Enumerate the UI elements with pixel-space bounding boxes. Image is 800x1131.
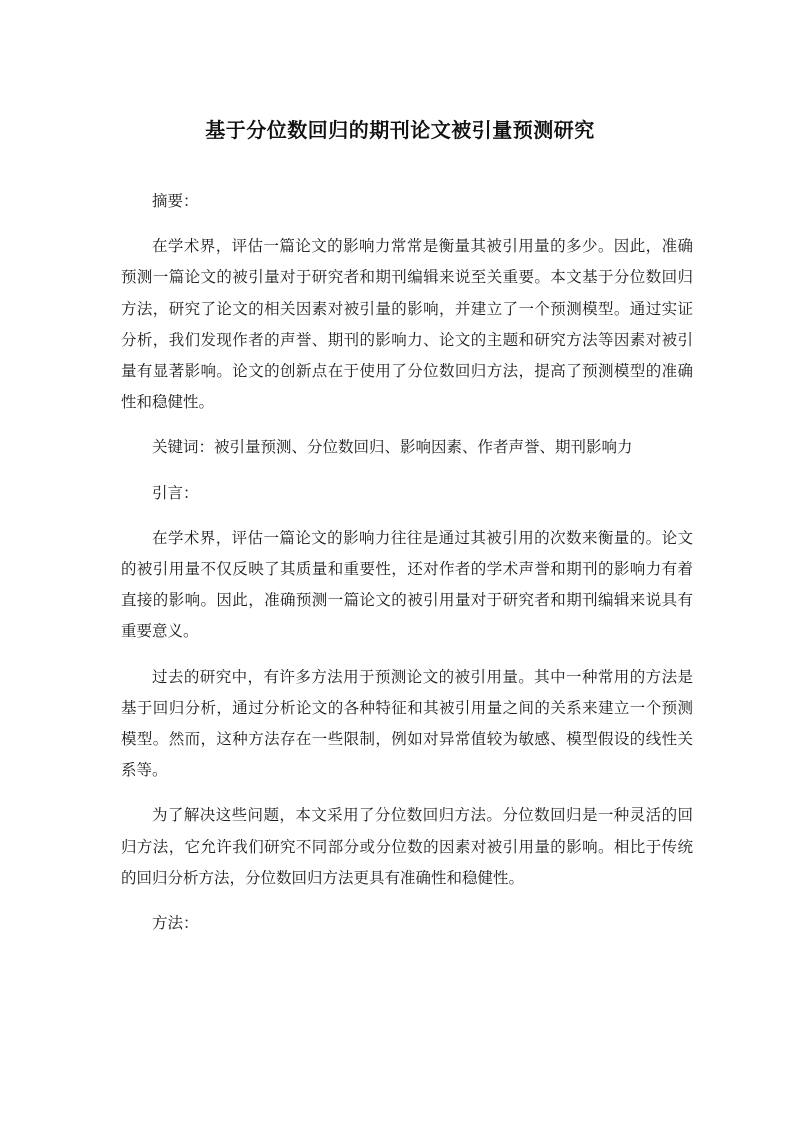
abstract-paragraph: 在学术界，评估一篇论文的影响力常常是衡量其被引用量的多少。因此，准确预测一篇论文的被引量对于研究者和期刊编辑来说至关重要。本文基于分位数回归方法，研究了论文的相关因素对被引量的影响，并建立了一个预测模型。通过实证分析，我们发现作者的声誉、期刊的影响力、论文的主题和研究方法等因素对被引量有显著影响。论文的创新点在于使用了分位数回归方法，提高了预测模型的准确性和稳健性。	[121, 237, 693, 412]
paper-body	[121, 186, 693, 953]
introduction-paragraph-2: 过去的研究中，有许多方法用于预测论文的被引用量。其中一种常用的方法是基于回归分析，通过分析论文的各种特征和其被引用量之间的关系来建立一个预测模型。然而，这种方法存在一些限制，例如对异常值较为敏感、模型假设的线性关系等。	[121, 667, 693, 780]
abstract-heading: 摘要：	[152, 192, 199, 210]
introduction-heading: 引言：	[152, 483, 199, 502]
introduction-paragraph-3: 为了解决这些问题，本文采用了分位数回归方法。分位数回归是一种灵活的回归方法，它允许我们研究不同部分或分位数的因素对被引用量的影响。相比于传统的回归分析方法，分位数回归方法更具有准确性和稳健性。	[121, 806, 693, 887]
methods-heading: 方法：	[152, 914, 199, 933]
paper-title: 基于分位数回归的期刊论文被引量预测研究	[205, 118, 595, 142]
introduction-paragraph-1: 在学术界，评估一篇论文的影响力往往是通过其被引用的次数来衡量的。论文的被引用量不仅反映了其质量和重要性，还对作者的学术声誉和期刊的影响力有着直接的影响。因此，准确预测一篇论文的被引用量对于研究者和期刊编辑来说具有重要意义。	[121, 528, 693, 641]
keywords-paragraph: 关键词：被引量预测、分位数回归、影响因素、作者声誉、期刊影响力	[152, 438, 633, 457]
